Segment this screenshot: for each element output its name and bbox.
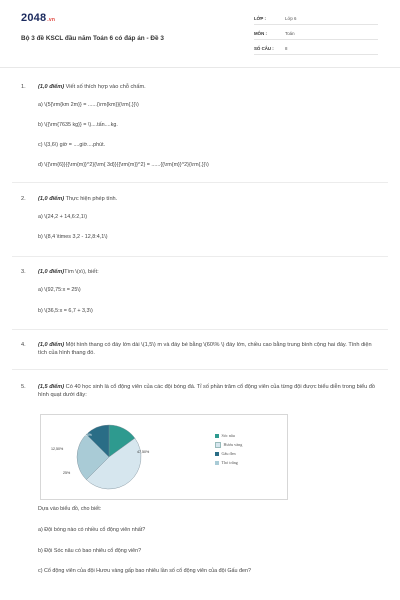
question-stem: [38, 268, 381, 276]
page-header: [0, 0, 400, 62]
legend-label: Sóc nâu: [221, 433, 235, 438]
section-divider: [12, 256, 388, 257]
question-text: Có 40 học sinh là cổ động viên của các đội bóng đá. Tỉ số phần trăm cổ động viên của từng đội được biểu diễn trong biểu đồ hình quạt dưới đây:: [38, 384, 375, 398]
site-logo[interactable]: 2048.vn: [21, 12, 56, 24]
meta-question-count: [254, 45, 378, 55]
question-points: (1,0 điểm): [38, 196, 65, 202]
legend-swatch: [215, 442, 221, 448]
answer-item: b) \(8,4 \times 3,2 - 12,8:4,1\): [38, 234, 108, 240]
question-stem: [38, 341, 381, 357]
meta-label: LỚP :: [254, 16, 266, 21]
question-text: Thực hiện phép tính.: [64, 196, 118, 202]
meta-value: 8: [285, 46, 288, 51]
legend-swatch: [215, 434, 219, 438]
meta-value: Toán: [285, 31, 295, 36]
meta-class: [254, 15, 378, 25]
question-number: 3.: [21, 269, 26, 275]
legend-label: Hươu vàng: [223, 442, 243, 447]
question-number: 5.: [21, 384, 26, 390]
question-points: (1,0 điểm): [38, 269, 65, 275]
section-divider: [12, 329, 388, 330]
question-stem: [38, 383, 381, 399]
pie-chart: [40, 414, 288, 500]
legend-item: [215, 433, 242, 442]
section-divider: [12, 369, 388, 370]
legend-label: Thỏ trắng: [221, 460, 238, 465]
answer-item: c) \(3,6\) giờ = ....giờ....phút.: [38, 142, 106, 148]
chart-legend: [215, 433, 242, 469]
meta-label: SỐ CÂU :: [254, 46, 274, 51]
question-points: (1,5 điểm): [38, 384, 65, 390]
slice-label-huou-vang: 47,50%: [137, 450, 150, 454]
question-number: 1.: [21, 84, 26, 90]
question-stem: [38, 195, 381, 203]
legend-item: [215, 442, 242, 451]
question-stem: [38, 83, 381, 91]
meta-subject: [254, 30, 378, 40]
question-text: Viết số thích hợp vào chỗ chấm.: [64, 84, 146, 90]
sub-question: c) Cổ động viên của đội Hươu vàng gấp bao nhiêu lần số cổ động viên của đội Gấu đen?: [38, 568, 252, 574]
meta-label: MÔN :: [254, 31, 267, 36]
question-number: 2.: [21, 196, 26, 202]
question-number: 4.: [21, 342, 26, 348]
legend-swatch: [215, 461, 219, 465]
pie-chart-svg: [41, 415, 287, 499]
question-points: (1,0 điểm): [38, 84, 65, 90]
header-divider: [0, 67, 400, 68]
chart-prompt: Dựa vào biểu đồ, cho biết:: [38, 506, 102, 512]
answer-item: a) \(92,75:x = 25\): [38, 287, 81, 293]
legend-item: [215, 460, 242, 469]
legend-label: Gấu đen: [221, 451, 236, 456]
question-text: Tìm \(x\), biết:: [64, 269, 99, 275]
document-title: Bộ 3 đề KSCL đầu năm Toán 6 có đáp án - Đề 3: [21, 35, 164, 42]
answer-item: a) \(5{\rm{km 2m}} = ......{\rm{km}}{\rm{.}}\): [38, 102, 139, 108]
meta-value: Lớp 6: [285, 16, 297, 21]
answer-item: a) \(24,2 + 14,6:2,1\): [38, 214, 87, 220]
sub-question: b) Đội Sóc nâu có bao nhiêu cổ động viên?: [38, 548, 142, 554]
sub-question: a) Đội bóng nào có nhiều cổ động viên nhất?: [38, 527, 146, 533]
section-divider: [12, 182, 388, 183]
question-text: Một hình thang có đáy lớn dài \(1,5\) m và đáy bé bằng \(60\% \) đáy lớn, chiều cao bằng trung bình cộng hai đáy. Tính diện tích của hình thang đó.: [38, 342, 372, 356]
slice-label-tho-trang: 25%: [63, 471, 71, 475]
legend-item: [215, 451, 242, 460]
legend-swatch: [215, 452, 219, 456]
answer-item: b) \(36,5:x = 6,7 + 3,3\): [38, 308, 93, 314]
answer-item: d) \({\rm{6}}{{\rm{m}}^2}{\rm{ 3d}}{{\rm{m}}^2} = ......{{\rm{m}}^2}{\rm{.}}\): [38, 162, 209, 168]
slice-label-soc-nau: 15%: [85, 433, 92, 437]
slice-label-gau-den: 12,50%: [51, 447, 64, 451]
answer-item: b) \({\rm{7635 kg}} = \)....tấn....kg.: [38, 122, 118, 128]
question-points: (1,0 điểm): [38, 342, 65, 348]
